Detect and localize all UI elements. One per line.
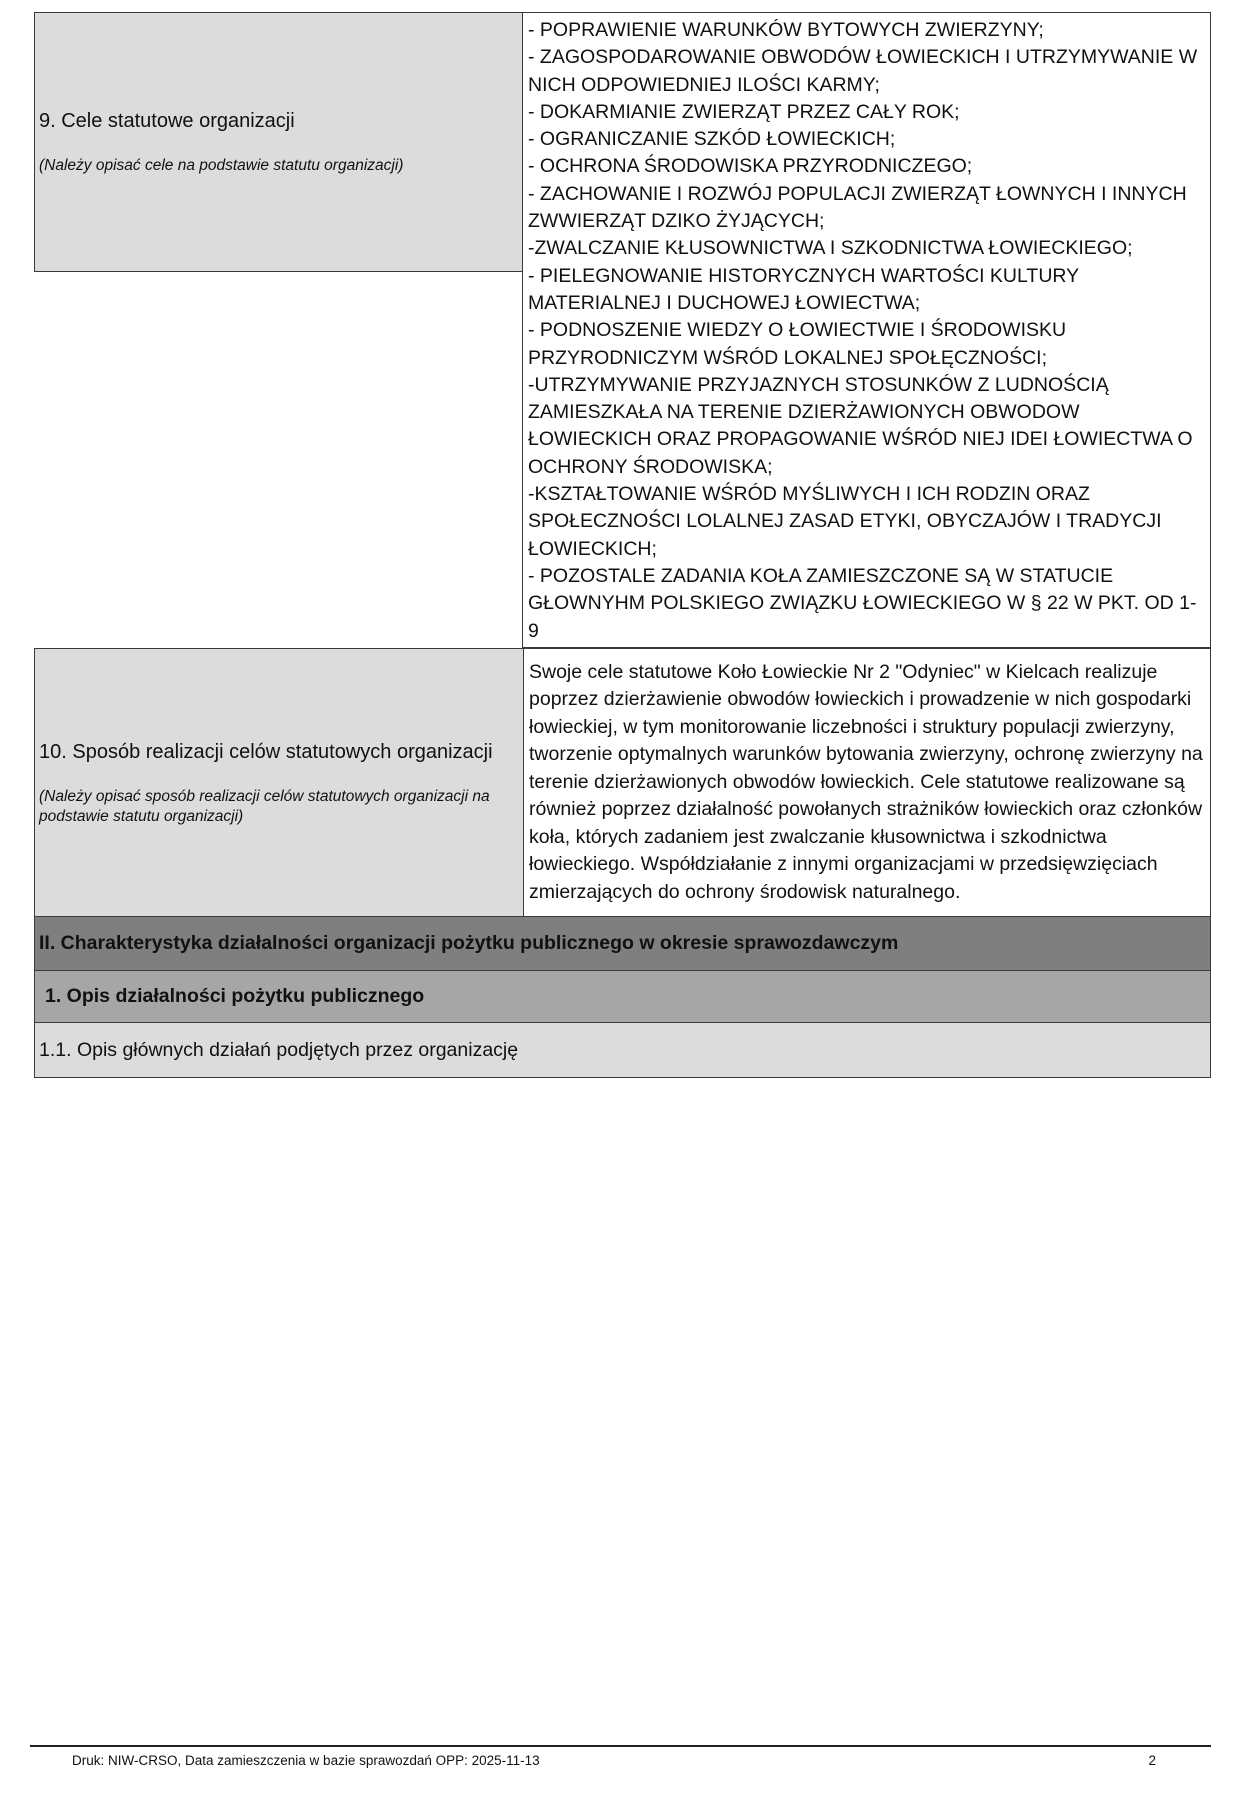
row-statutory-goals bbox=[34, 12, 1211, 648]
goal-item: -UTRZYMYWANIE PRZYJAZNYCH STOSUNKÓW Z LUDNOŚCIĄ ZAMIESZKAŁA NA TERENIE DZIERŻAWIONYCH OBWODOW ŁOWIECKICH ORAZ PROPAGOWANIE WŚRÓD NIEJ IDEI ŁOWIECTWA O OCHRONY ŚRODOWISKA; bbox=[528, 373, 1193, 478]
goal-item: -KSZTAŁTOWANIE WŚRÓD MYŚLIWYCH I ICH RODZIN ORAZ SPOŁECZNOŚCI LOLALNEJ ZASAD ETYKI, OBYCZAJÓW I TRADYCJI ŁOWIECKICH; bbox=[528, 483, 1162, 560]
page-number: 2 bbox=[1148, 1753, 1156, 1768]
goal-item: - PIELEGNOWANIE HISTORYCZNYCH WARTOŚCI KULTURY MATERIALNEJ I DUCHOWEJ ŁOWIECTWA; bbox=[528, 264, 1079, 314]
label-goals-title: 9. Cele statutowe organizacji bbox=[39, 110, 295, 132]
label-realization-note: (Należy opisać sposób realizacji celów statutowych organizacji na podstawie statutu organizacji) bbox=[39, 787, 490, 825]
section-1-header: 1. Opis działalności pożytku publicznego bbox=[34, 971, 1211, 1023]
goals-list bbox=[528, 17, 1206, 645]
report-form-table bbox=[34, 12, 1211, 1078]
goal-item: - DOKARMIANIE ZWIERZĄT PRZEZ CAŁY ROK; bbox=[528, 100, 960, 123]
label-cell-goals bbox=[34, 12, 523, 272]
label-realization-title: 10. Sposób realizacji celów statutowych organizacji bbox=[39, 740, 493, 763]
realization-value-cell: Swoje cele statutowe Koło Łowieckie Nr 2 "Odyniec" w Kielcach realizuje poprzez dzierżawienie obwodów łowieckich i prowadzenie w nich gospodarki łowieckiej, w tym monitorowanie liczebności i struktury populacji zwierzyny, tworzenie optymalnych warunków bytowania zwierzyny, ochronę zwierzyny na terenie dzierżawionych obwodów łowieckich. Cele statutowe realizowane są również poprzez działalność powołanych strażników łowieckich oraz członków koła, których zadaniem jest zwalczanie kłusownictwa i szkodnictwa łowieckiego. Współdziałanie z innymi organizacjami w przedsięwzięciach zmierzających do ochrony środowisk naturalnego. bbox=[523, 648, 1211, 918]
goal-item: - ZAGOSPODAROWANIE OBWODÓW ŁOWIECKICH I UTRZYMYWANIE W NICH ODPOWIEDNIEJ ILOŚCI KARMY; bbox=[528, 46, 1198, 96]
footer-print-info: Druk: NIW-CRSO, Data zamieszczenia w bazie sprawozdań OPP: 2025-11-13 bbox=[72, 1753, 540, 1768]
goals-value-cell bbox=[522, 12, 1211, 648]
goal-item: - PODNOSZENIE WIEDZY O ŁOWIECTWIE I ŚRODOWISKU PRZYRODNICZYM WŚRÓD LOKALNEJ SPOŁĘCZNOŚCI; bbox=[528, 319, 1067, 369]
goal-item: - ZACHOWANIE I ROZWÓJ POPULACJI ZWIERZĄT ŁOWNYCH I INNYCH ZWWIERZĄT DZIKO ŻYJĄCYCH; bbox=[528, 182, 1187, 233]
section-ii-header: II. Charakterystyka działalności organizacji pożytku publicznego w okresie sprawozdawczym bbox=[34, 917, 1211, 971]
label-cell-realization bbox=[34, 648, 523, 918]
goal-item: - POZOSTALE ZADANIA KOŁA ZAMIESZCZONE SĄ W STATUCIE GŁOWNYHM POLSKIEGO ZWIĄZKU ŁOWIECKIEGO W § 22 W PKT. OD 1-9 bbox=[528, 564, 1197, 642]
blank-area bbox=[34, 272, 523, 648]
section-1-1-header: 1.1. Opis głównych działań podjętych przez organizację bbox=[34, 1023, 1211, 1078]
row-goals-realization bbox=[34, 648, 1211, 918]
label-column bbox=[34, 12, 523, 648]
goal-item: - OCHRONA ŚRODOWISKA PRZYRODNICZEGO; bbox=[528, 155, 973, 178]
goal-item: -ZWALCZANIE KŁUSOWNICTWA I SZKODNICTWA ŁOWIECKIEGO; bbox=[528, 237, 1133, 260]
label-goals-note: (Należy opisać cele na podstawie statutu organizacji) bbox=[39, 157, 404, 174]
goal-item: - OGRANICZANIE SZKÓD ŁOWIECKICH; bbox=[528, 128, 896, 151]
goal-item: - POPRAWIENIE WARUNKÓW BYTOWYCH ZWIERZYNY; bbox=[528, 19, 1044, 41]
page-footer bbox=[30, 1745, 1211, 1768]
